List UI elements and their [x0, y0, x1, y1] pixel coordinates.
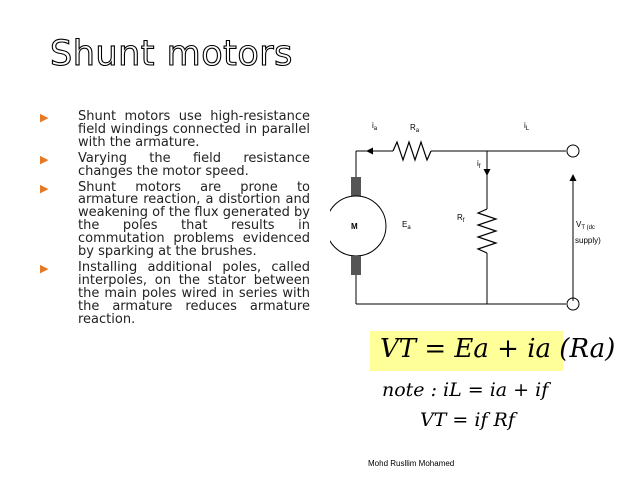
terminal-voltage-equation: VT = Ea + ia (Ra): [380, 334, 616, 364]
bullet-text: Shunt motors use high-resistance field windings connected in parallel with the armature.: [78, 109, 310, 150]
vt-note: supply): [575, 236, 601, 245]
brush-bottom: [351, 256, 361, 275]
arrow-bullet-icon: ▶: [40, 152, 49, 166]
ra-label: $R_a$: [410, 123, 420, 134]
current-relation-equation: note : iL = ia + if: [382, 379, 549, 401]
bullet-item: [40, 150, 310, 179]
bullet-item: [40, 179, 310, 260]
field-voltage-equation: VT = if Rf: [420, 409, 515, 431]
brush-top: [351, 177, 361, 196]
bullet-item: [40, 111, 310, 150]
bullet-text: Shunt motors are prone to armature reaction, a distortion and weakening of the flux generated by the poles that results in commutation problems evidenced by sparking at the brushes.: [78, 179, 310, 260]
bullet-list: [40, 111, 310, 330]
arrow-bullet-icon: ▶: [40, 111, 49, 124]
motor-armature: [330, 196, 386, 256]
supply-terminal-top: [567, 145, 579, 157]
il-label: $i_L$: [524, 121, 530, 132]
arrow-bullet-icon: ▶: [40, 181, 49, 195]
bullet-text: Varying the field resistance changes the motor speed.: [78, 150, 310, 179]
motor-label: M: [351, 222, 358, 231]
slide-title: Shunt motors: [50, 34, 293, 74]
author-footer: Mohd Rusllim Mohamed: [368, 459, 455, 468]
bullet-text: Installing additional poles, called interpoles, on the stator between the main poles wired in series with the armature reduces armature reaction.: [78, 259, 310, 327]
rf-label: $R_f$: [457, 213, 465, 224]
vt-label: $V_{T (dc}$: [576, 220, 595, 231]
armature-resistor: [393, 142, 431, 160]
shunt-motor-circuit: [330, 105, 620, 315]
ia-label: $i_a$: [372, 121, 378, 132]
ea-label: $E_a$: [402, 220, 411, 231]
arrow-bullet-icon: ▶: [40, 261, 49, 275]
field-resistor: [478, 209, 496, 253]
bullet-item: [40, 259, 310, 327]
if-label: $i_f$: [477, 159, 481, 170]
